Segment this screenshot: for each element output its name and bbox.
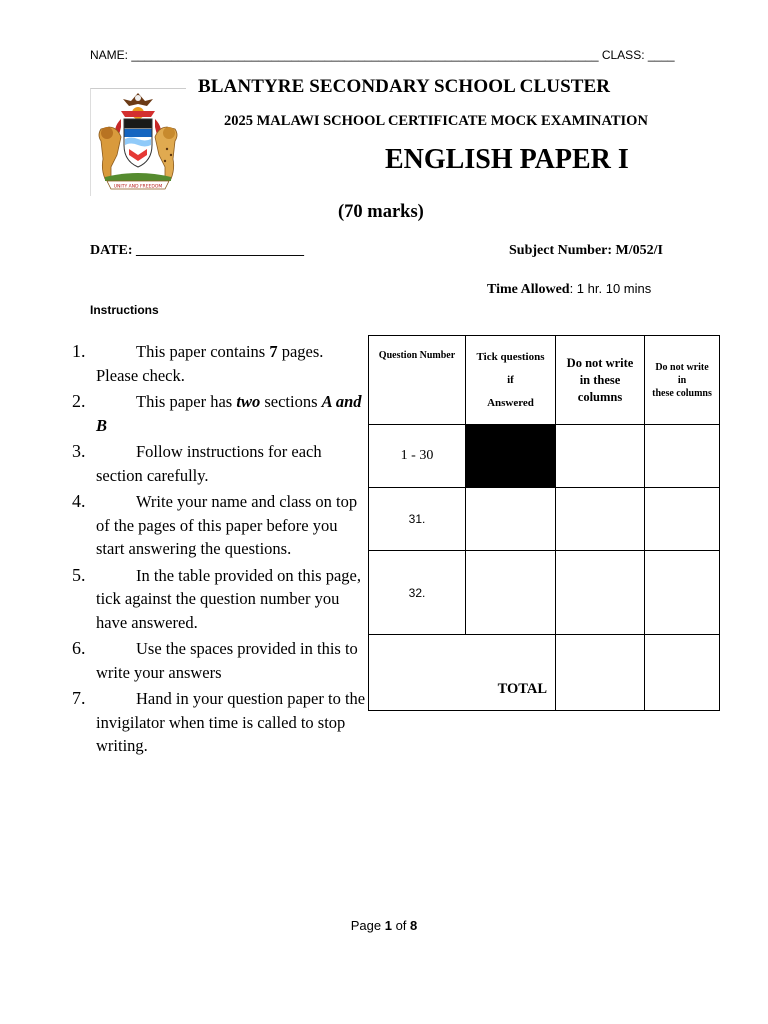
- instruction-text: This paper has: [136, 392, 237, 411]
- instruction-item: [72, 564, 368, 635]
- instruction-number: 1.: [72, 341, 86, 361]
- instruction-item: [72, 637, 368, 684]
- of-word: of: [391, 918, 411, 933]
- header-question-number: Question Number: [369, 336, 466, 425]
- instruction-number: 3.: [72, 441, 86, 461]
- time-allowed-label: Time Allowed: [487, 282, 570, 297]
- total-row: [369, 635, 720, 711]
- instruction-item: [72, 390, 368, 437]
- table-row: [369, 551, 720, 635]
- question-number-cell: 1 - 30: [369, 425, 466, 488]
- instruction-number: 7.: [72, 688, 86, 708]
- instruction-number: 6.: [72, 638, 86, 658]
- school-name: BLANTYRE SECONDARY SCHOOL CLUSTER: [198, 76, 611, 97]
- reserved-cell: [556, 425, 645, 488]
- reserved-cell: [556, 635, 645, 711]
- instruction-text: Use the spaces provided in this to write your answers: [96, 639, 358, 682]
- header-tick-questions: Tick questions if Answered: [466, 336, 556, 425]
- instruction-list: [72, 340, 368, 761]
- shaded-cell: [466, 425, 556, 488]
- instruction-text: In the table provided on this page, tick against the question number you have answered.: [96, 565, 361, 632]
- malawi-coat-of-arms-logo: [90, 88, 186, 196]
- time-allowed: [487, 281, 651, 298]
- paper-title: ENGLISH PAPER I: [385, 144, 629, 175]
- instruction-item: [72, 340, 368, 387]
- instruction-number: 4.: [72, 491, 86, 511]
- instruction-item: [72, 440, 368, 487]
- table-row: [369, 425, 720, 488]
- reserved-cell: [645, 488, 720, 551]
- name-class-line: NAME: ______________________________________________________________________ CLASS: ____: [90, 48, 675, 62]
- question-number-cell: 32.: [369, 551, 466, 635]
- current-page-number: 1: [384, 918, 392, 933]
- section-count: two: [236, 392, 261, 411]
- date-field: DATE: ________________________: [90, 243, 305, 258]
- instruction-item: [72, 490, 368, 561]
- reserved-cell: [556, 551, 645, 635]
- instruction-text: Hand in your question paper to the invigilator when time is called to stop writing.: [96, 689, 366, 755]
- page-footer: [0, 918, 768, 933]
- reserved-cell: [645, 635, 720, 711]
- reserved-cell: [556, 488, 645, 551]
- instruction-number: 2.: [72, 391, 86, 411]
- total-page-count: 8: [410, 918, 418, 933]
- table-header-row: [369, 336, 720, 425]
- question-tick-table: [368, 335, 720, 711]
- page-word: Page: [350, 918, 385, 933]
- reserved-cell: [645, 551, 720, 635]
- page-count: 7: [269, 342, 278, 361]
- instruction-text: sections: [260, 392, 322, 411]
- reserved-cell: [645, 425, 720, 488]
- instruction-text: Write your name and class on top of the pages of this paper before you start answering the questions.: [96, 492, 358, 558]
- instruction-text: Follow instructions for each section carefully.: [96, 442, 322, 485]
- header-do-not-write: Do not write in these columns: [556, 336, 645, 425]
- section-names: A and B: [96, 392, 362, 435]
- tick-cell[interactable]: [466, 551, 556, 635]
- total-label: TOTAL: [369, 635, 556, 711]
- table-row: [369, 488, 720, 551]
- subject-number: Subject Number: M/052/I: [509, 243, 663, 258]
- instruction-text: pages. Please check.: [96, 342, 324, 385]
- instruction-item: [72, 687, 368, 758]
- question-number-cell: 31.: [369, 488, 466, 551]
- tick-cell[interactable]: [466, 488, 556, 551]
- time-allowed-value: : 1 hr. 10 mins: [569, 281, 652, 296]
- exam-title: 2025 MALAWI SCHOOL CERTIFICATE MOCK EXAMINATION: [224, 113, 648, 129]
- instruction-text: This paper contains: [136, 342, 270, 361]
- header-do-not-write-2: Do not write in these columns: [645, 336, 720, 425]
- instruction-number: 5.: [72, 564, 86, 585]
- total-marks: (70 marks): [338, 202, 424, 222]
- instructions-heading: Instructions: [90, 303, 159, 317]
- crest-motto: UNITY AND FREEDOM: [113, 184, 163, 190]
